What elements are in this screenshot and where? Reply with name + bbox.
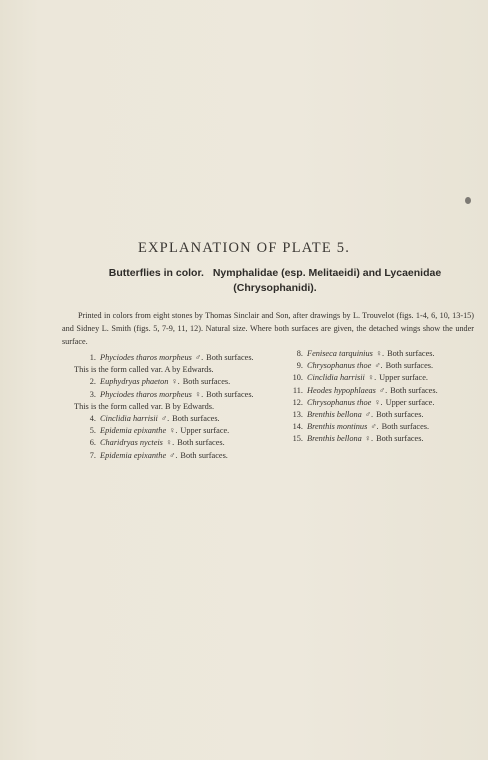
sex-symbol: ♀.: [194, 389, 204, 399]
figure-number: 11.: [292, 385, 303, 395]
species-name: Euphydryas phaeton: [100, 377, 169, 387]
surface-description: Upper surface.: [385, 397, 435, 407]
species-name: Phyciodes tharos morpheus: [100, 389, 192, 399]
plate-subtitle: [100, 266, 450, 296]
surface-description: Upper surface.: [180, 426, 230, 436]
figure-item: [74, 413, 279, 425]
figure-number: 4.: [89, 413, 96, 423]
species-name: Chrysophanus thoe: [307, 361, 372, 371]
figure-item: [74, 352, 279, 364]
figure-item: [285, 409, 485, 421]
surface-description: Both surfaces.: [206, 389, 254, 399]
figure-number: 3.: [89, 389, 96, 399]
surface-description: Both surfaces.: [385, 361, 434, 371]
figure-item: [285, 372, 485, 384]
species-name: Heodes hypophlaeas: [307, 385, 376, 395]
figure-number: 8.: [296, 349, 303, 358]
figure-item: [74, 389, 279, 401]
sex-symbol: ♂.: [169, 450, 178, 460]
figure-number: 2.: [89, 377, 96, 387]
sex-symbol: ♂.: [194, 353, 204, 362]
figure-number: 13.: [292, 409, 303, 419]
surface-description: Both surfaces.: [387, 349, 435, 358]
sex-symbol: ♀.: [364, 434, 374, 444]
page-spot: [465, 197, 471, 204]
surface-description: Upper surface.: [379, 373, 428, 383]
figure-number: 14.: [292, 422, 303, 432]
figure-item: [74, 376, 279, 388]
figure-number: 1.: [89, 353, 96, 362]
surface-description: Both surfaces.: [376, 409, 424, 419]
surface-description: Both surfaces.: [390, 385, 438, 395]
sex-symbol: ♀.: [171, 377, 180, 387]
species-name: Feniseca tarquinius: [307, 349, 373, 358]
figure-note: [74, 401, 279, 413]
intro-paragraph: Printed in colors from eight stones by Thomas Sinclair and Son, after drawings by L. Trouvelot (figs. 1-4, 6, 10, 13-15) and Sidney L. Smith (figs. 5, 7-9, 11, 12). Natural size. Where both surfaces are given, the detached wings show the under surface.: [62, 311, 474, 346]
figure-list-right: [285, 348, 485, 446]
sex-symbol: ♂.: [374, 361, 383, 371]
plate-heading: EXPLANATION OF PLATE 5.: [137, 240, 351, 256]
subtitle-lead: Butterflies in color.: [108, 267, 204, 279]
figure-item: [285, 360, 485, 372]
species-name: Chrysophanus thoe: [307, 397, 372, 407]
sex-symbol: ♂.: [160, 413, 170, 423]
sex-symbol: ♀.: [367, 373, 377, 383]
species-name: Cinclidia harrisii: [307, 373, 365, 383]
figure-item: [285, 397, 485, 409]
figure-note: [74, 364, 279, 376]
surface-description: Both surfaces.: [376, 434, 424, 444]
species-name: Charidryas nycteis: [100, 438, 163, 448]
figure-item: [74, 450, 279, 462]
figure-number: 15.: [292, 434, 303, 444]
figure-number: 9.: [296, 361, 303, 371]
figure-item: [74, 425, 279, 437]
figure-number: 5.: [89, 426, 96, 436]
sex-symbol: ♀.: [165, 438, 175, 448]
figure-item: [285, 433, 485, 445]
sex-symbol: ♂.: [364, 409, 374, 419]
sex-symbol: ♂.: [378, 385, 388, 395]
species-name: Epidemia epixanthe: [100, 450, 167, 460]
sex-symbol: ♀.: [374, 397, 383, 407]
surface-description: Both surfaces.: [182, 377, 231, 387]
figure-item: [285, 421, 485, 433]
species-name: Brenthis montinus: [307, 422, 368, 432]
surface-description: Both surfaces.: [381, 422, 430, 432]
surface-description: Both surfaces.: [172, 413, 220, 423]
figure-number: 7.: [89, 450, 96, 460]
note-text: This is the form called var. A by Edwards.: [74, 365, 214, 375]
sex-symbol: ♀.: [169, 426, 178, 436]
sex-symbol: ♀.: [375, 349, 385, 358]
figure-number: 6.: [89, 438, 96, 448]
subtitle-main: Nymphalidae (esp. Melitaeidi) and Lycaenidae (Chrysophanidi).: [212, 267, 442, 294]
figure-list-left: [74, 352, 279, 462]
species-name: Cinclidia harrisii: [100, 413, 158, 423]
figure-item: [74, 437, 279, 449]
species-name: Phyciodes tharos morpheus: [100, 353, 192, 362]
surface-description: Both surfaces.: [180, 450, 228, 460]
surface-description: Both surfaces.: [177, 438, 225, 448]
sex-symbol: ♂.: [370, 422, 379, 432]
surface-description: Both surfaces.: [206, 353, 254, 362]
species-name: Brenthis bellona: [307, 409, 362, 419]
figure-item: [285, 385, 485, 397]
figure-number: 10.: [292, 373, 303, 383]
figure-item: [285, 348, 485, 360]
note-text: This is the form called var. B by Edwards.: [74, 401, 215, 411]
species-name: Brenthis bellona: [307, 434, 362, 444]
species-name: Epidemia epixanthe: [100, 426, 167, 436]
figure-number: 12.: [292, 397, 303, 407]
